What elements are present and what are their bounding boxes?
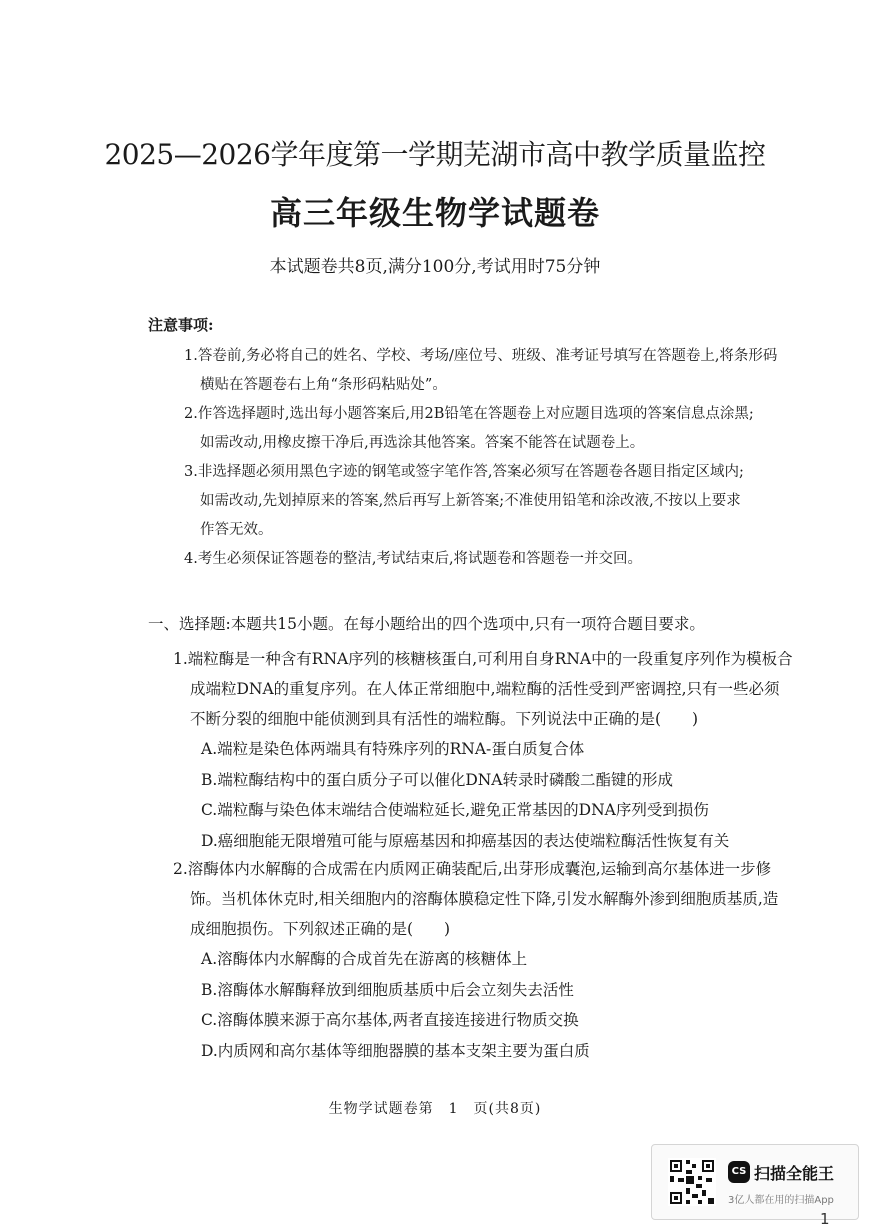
stem-line: 2.溶酶体内水解酶的合成需在内质网正确装配后,出芽形成囊泡,运输到高尔基体进一步修: [173, 860, 772, 878]
option-b: B.溶酶体水解酶释放到细胞质基质中后会立刻失去活性: [201, 980, 574, 999]
question-stem: [173, 644, 843, 734]
option-a: A.溶酶体内水解酶的合成首先在游离的核糖体上: [201, 950, 528, 968]
note-line: 3.非选择题必须用黑色字迹的钢笔或签字笔作答,答案必须写在答题卷各题目指定区域内;: [184, 464, 744, 480]
option-a: A.端粒是染色体两端具有特殊序列的RNA-蛋白质复合体: [201, 740, 585, 758]
note-line: 4.考生必须保证答题卷的整洁,考试结束后,将试题卷和答题卷一并交回。: [184, 551, 643, 567]
section-title: 一、选择题:本题共15小题。在每小题给出的四个选项中,只有一项符合题目要求。: [148, 615, 705, 633]
stem-line: 成细胞损伤。下列叙述正确的是( ): [190, 920, 451, 938]
subject-title: 高三年级生物学试题卷: [269, 194, 600, 232]
question-2: [173, 854, 843, 1066]
stem-line: 成端粒DNA的重复序列。在人体正常细胞中,端粒酶的活性受到严密调控,只有一些必须: [190, 680, 780, 698]
scanner-watermark: [651, 1144, 859, 1220]
notes-heading: 注意事项:: [148, 316, 214, 334]
qr-code-icon: [668, 1158, 716, 1206]
question-stem: [173, 854, 843, 944]
note-line: 如需改动,用橡皮擦干净后,再选涂其他答案。答案不能答在试题卷上。: [200, 435, 645, 451]
exam-subtitle: 本试题卷共8页,满分100分,考试用时75分钟: [269, 257, 601, 277]
note-line: 2.作答选择题时,选出每小题答案后,用2B铅笔在答题卷上对应题目选项的答案信息点涂黑;: [184, 406, 754, 422]
exam-title: 2025—2026学年度第一学期芜湖市高中教学质量监控: [104, 138, 766, 171]
note-line: 横贴在答题卷右上角“条形码粘贴处”。: [200, 377, 447, 393]
stem-line: 饰。当机体休克时,相关细胞内的溶酶体膜稳定性下降,引发水解酶外渗到细胞质基质,造: [190, 890, 779, 908]
camscanner-logo-icon: CS: [728, 1161, 750, 1183]
option-c: C.溶酶体膜来源于高尔基体,两者直接连接进行物质交换: [201, 1011, 579, 1029]
option-b: B.端粒酶结构中的蛋白质分子可以催化DNA转录时磷酸二酯键的形成: [201, 770, 674, 789]
option-c: C.端粒酶与染色体末端结合使端粒延长,避免正常基因的DNA序列受到损伤: [201, 801, 709, 819]
brand-name: 扫描全能王: [754, 1164, 835, 1183]
note-item: [184, 545, 844, 574]
question-1: [173, 644, 843, 856]
note-line: 如需改动,先划掉原来的答案,然后再写上新答案;不准使用铅笔和涂改液,不按以上要求: [200, 493, 741, 509]
note-item: [184, 458, 844, 545]
option-d: D.癌细胞能无限增殖可能与原癌基因和抑癌基因的表达使端粒酶活性恢复有关: [201, 831, 730, 850]
note-item: [184, 400, 844, 458]
note-line: 1.答卷前,务必将自己的姓名、学校、考场/座位号、班级、准考证号填写在答题卷上,将条形码: [184, 348, 778, 364]
brand-tagline: 3亿人都在用的扫描App: [728, 1195, 834, 1206]
option-d: D.内质网和高尔基体等细胞器膜的基本支架主要为蛋白质: [201, 1041, 590, 1060]
page-number: 1: [820, 1210, 830, 1228]
page-footer: 生物学试题卷第 1 页(共8页): [328, 1101, 542, 1117]
stem-line: 1.端粒酶是一种含有RNA序列的核糖核蛋白,可利用自身RNA中的一段重复序列作为模板合: [173, 650, 793, 668]
note-line: 作答无效。: [200, 522, 273, 538]
notes-list: [184, 342, 844, 574]
stem-line: 不断分裂的细胞中能侦测到具有活性的端粒酶。下列说法中正确的是( ): [190, 710, 699, 728]
note-item: [184, 342, 844, 400]
